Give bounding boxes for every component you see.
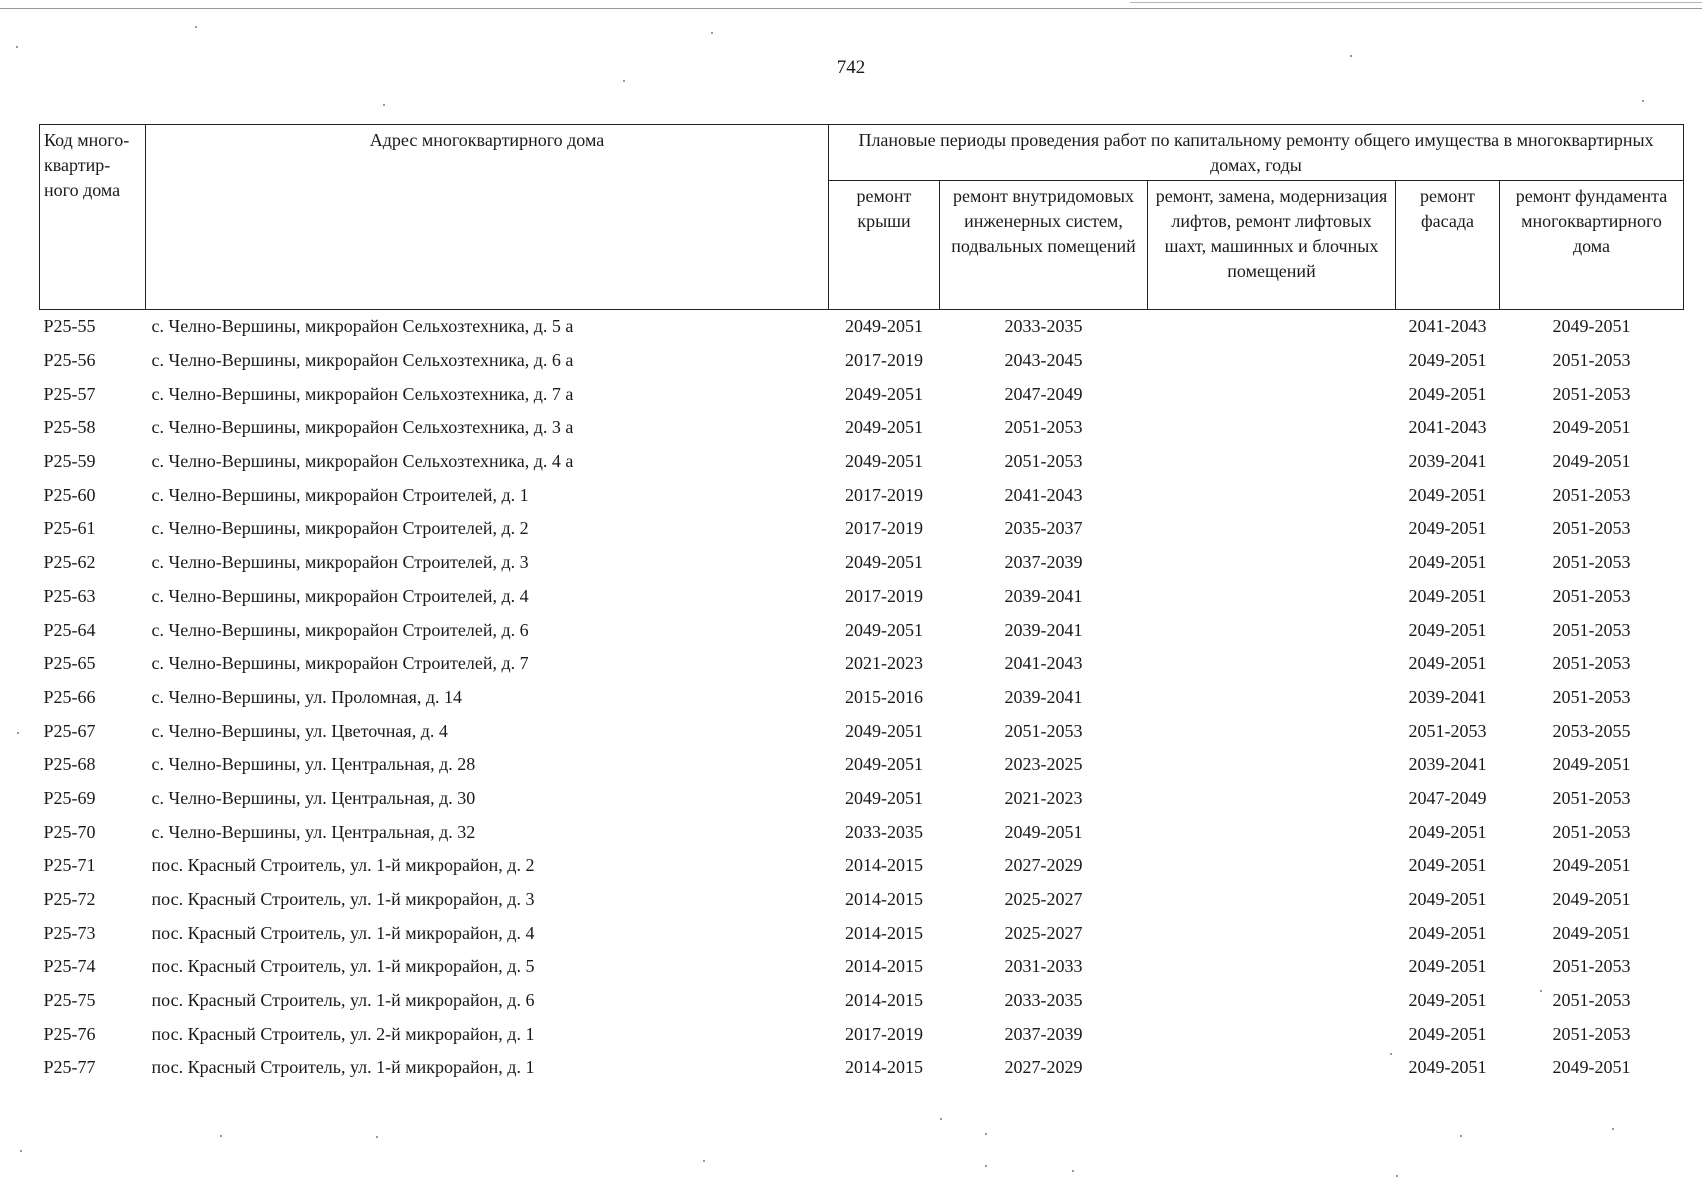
house-code-cell: P25-77 <box>43 1057 96 1078</box>
scan-speck <box>1612 1128 1614 1130</box>
engineering-period-cell: 2049-2051 <box>1004 821 1083 842</box>
table-row <box>40 512 1684 546</box>
table-row <box>40 883 1684 917</box>
scan-speck <box>17 732 19 734</box>
roof-period-cell: 2049-2051 <box>845 316 923 337</box>
facade-period-cell: 2041-2043 <box>1408 417 1487 438</box>
elevator-period-cell <box>1148 815 1396 849</box>
table-row <box>40 310 1684 344</box>
foundation-period-cell: 2051-2053 <box>1552 552 1631 573</box>
address-cell: с. Челно-Вершины, микрорайон Сельхозтехника, д. 6 а <box>151 350 574 371</box>
foundation-period-cell: 2051-2053 <box>1552 956 1631 977</box>
scan-speck <box>1460 1135 1462 1137</box>
facade-period-cell: 2051-2053 <box>1408 720 1487 741</box>
scan-speck <box>985 1165 987 1167</box>
capital-repair-schedule-table <box>39 124 1684 1085</box>
roof-period-cell: 2017-2019 <box>845 1023 923 1044</box>
address-cell: с. Челно-Вершины, ул. Центральная, д. 32 <box>151 821 476 842</box>
header-foundation-repair: ремонт фундамента многоквартирного дома <box>1500 181 1684 310</box>
address-cell: пос. Красный Строитель, ул. 1-й микрорайон, д. 5 <box>151 956 535 977</box>
table-row <box>40 714 1684 748</box>
house-code-cell: P25-57 <box>43 383 96 404</box>
roof-period-cell: 2049-2051 <box>845 451 923 472</box>
table-row <box>40 546 1684 580</box>
scan-speck <box>1540 990 1542 992</box>
scan-speck <box>1396 1175 1398 1177</box>
scan-speck <box>383 104 385 106</box>
engineering-period-cell: 2025-2027 <box>1004 889 1083 910</box>
foundation-period-cell: 2051-2053 <box>1552 990 1631 1011</box>
table-row <box>40 344 1684 378</box>
roof-period-cell: 2049-2051 <box>845 754 923 775</box>
header-house-code: Код много-квартир-ного дома <box>40 125 146 310</box>
house-code-cell: P25-64 <box>43 619 96 640</box>
table-body <box>40 310 1684 1085</box>
facade-period-cell: 2049-2051 <box>1408 956 1487 977</box>
table-row <box>40 950 1684 984</box>
house-code-cell: P25-60 <box>43 484 96 505</box>
elevator-period-cell <box>1148 445 1396 479</box>
roof-period-cell: 2049-2051 <box>845 417 923 438</box>
scan-speck <box>1072 1170 1074 1172</box>
elevator-period-cell <box>1148 647 1396 681</box>
foundation-period-cell: 2049-2051 <box>1552 855 1631 876</box>
address-cell: с. Челно-Вершины, ул. Цветочная, д. 4 <box>151 720 448 741</box>
facade-period-cell: 2049-2051 <box>1408 889 1487 910</box>
roof-period-cell: 2049-2051 <box>845 552 923 573</box>
facade-period-cell: 2049-2051 <box>1408 552 1487 573</box>
facade-period-cell: 2039-2041 <box>1408 754 1487 775</box>
house-code-cell: P25-63 <box>43 585 96 606</box>
foundation-period-cell: 2051-2053 <box>1552 350 1631 371</box>
roof-period-cell: 2014-2015 <box>845 922 923 943</box>
roof-period-cell: 2014-2015 <box>845 1057 923 1078</box>
elevator-period-cell <box>1148 681 1396 715</box>
facade-period-cell: 2049-2051 <box>1408 653 1487 674</box>
scan-speck <box>1390 1053 1392 1055</box>
roof-period-cell: 2049-2051 <box>845 720 923 741</box>
foundation-period-cell: 2051-2053 <box>1552 821 1631 842</box>
engineering-period-cell: 2047-2049 <box>1004 383 1083 404</box>
facade-period-cell: 2049-2051 <box>1408 518 1487 539</box>
elevator-period-cell <box>1148 1017 1396 1051</box>
house-code-cell: P25-69 <box>43 787 96 808</box>
elevator-period-cell <box>1148 478 1396 512</box>
address-cell: пос. Красный Строитель, ул. 1-й микрорайон, д. 3 <box>151 889 535 910</box>
address-cell: с. Челно-Вершины, микрорайон Строителей, д. 3 <box>151 552 529 573</box>
engineering-period-cell: 2021-2023 <box>1004 787 1083 808</box>
address-cell: пос. Красный Строитель, ул. 1-й микрорайон, д. 2 <box>151 855 535 876</box>
house-code-cell: P25-74 <box>43 956 96 977</box>
table-row <box>40 815 1684 849</box>
facade-period-cell: 2049-2051 <box>1408 1057 1487 1078</box>
engineering-period-cell: 2051-2053 <box>1004 451 1083 472</box>
roof-period-cell: 2015-2016 <box>845 686 923 707</box>
header-address: Адрес многоквартирного дома <box>146 125 829 310</box>
roof-period-cell: 2049-2051 <box>845 619 923 640</box>
elevator-period-cell <box>1148 883 1396 917</box>
elevator-period-cell <box>1148 782 1396 816</box>
foundation-period-cell: 2051-2053 <box>1552 1023 1631 1044</box>
roof-period-cell: 2017-2019 <box>845 484 923 505</box>
elevator-period-cell <box>1148 377 1396 411</box>
roof-period-cell: 2021-2023 <box>845 653 923 674</box>
table-row <box>40 411 1684 445</box>
engineering-period-cell: 2025-2027 <box>1004 922 1083 943</box>
house-code-cell: P25-59 <box>43 451 96 472</box>
table-row <box>40 916 1684 950</box>
table-row <box>40 478 1684 512</box>
house-code-cell: P25-66 <box>43 686 96 707</box>
engineering-period-cell: 2037-2039 <box>1004 552 1083 573</box>
elevator-period-cell <box>1148 613 1396 647</box>
elevator-period-cell <box>1148 950 1396 984</box>
table-row <box>40 984 1684 1018</box>
scan-edge-line <box>1130 2 1702 3</box>
engineering-period-cell: 2051-2053 <box>1004 417 1083 438</box>
elevator-period-cell <box>1148 546 1396 580</box>
house-code-cell: P25-68 <box>43 754 96 775</box>
elevator-period-cell <box>1148 916 1396 950</box>
roof-period-cell: 2049-2051 <box>845 383 923 404</box>
facade-period-cell: 2049-2051 <box>1408 990 1487 1011</box>
address-cell: пос. Красный Строитель, ул. 1-й микрорайон, д. 1 <box>151 1057 535 1078</box>
address-cell: пос. Красный Строитель, ул. 2-й микрорайон, д. 1 <box>151 1023 535 1044</box>
roof-period-cell: 2033-2035 <box>845 821 923 842</box>
scan-speck <box>20 1150 22 1152</box>
engineering-period-cell: 2035-2037 <box>1004 518 1083 539</box>
house-code-cell: P25-75 <box>43 990 96 1011</box>
engineering-period-cell: 2031-2033 <box>1004 956 1083 977</box>
scan-speck <box>220 1135 222 1137</box>
facade-period-cell: 2039-2041 <box>1408 451 1487 472</box>
address-cell: с. Челно-Вершины, микрорайон Сельхозтехника, д. 7 а <box>151 383 574 404</box>
address-cell: с. Челно-Вершины, микрорайон Строителей, д. 1 <box>151 484 529 505</box>
foundation-period-cell: 2049-2051 <box>1552 922 1631 943</box>
scan-speck <box>940 1118 942 1120</box>
house-code-cell: P25-76 <box>43 1023 96 1044</box>
facade-period-cell: 2047-2049 <box>1408 787 1487 808</box>
scan-speck <box>376 1136 378 1138</box>
scan-speck <box>703 1160 705 1162</box>
scan-speck <box>1642 100 1644 102</box>
elevator-period-cell <box>1148 512 1396 546</box>
engineering-period-cell: 2027-2029 <box>1004 1057 1083 1078</box>
house-code-cell: P25-70 <box>43 821 96 842</box>
engineering-period-cell: 2043-2045 <box>1004 350 1083 371</box>
table-row <box>40 647 1684 681</box>
engineering-period-cell: 2023-2025 <box>1004 754 1083 775</box>
scan-speck <box>711 32 713 34</box>
table-row <box>40 1017 1684 1051</box>
elevator-period-cell <box>1148 344 1396 378</box>
table-row <box>40 782 1684 816</box>
engineering-period-cell: 2039-2041 <box>1004 585 1083 606</box>
address-cell: с. Челно-Вершины, микрорайон Строителей, д. 4 <box>151 585 529 606</box>
foundation-period-cell: 2051-2053 <box>1552 383 1631 404</box>
table-row <box>40 849 1684 883</box>
facade-period-cell: 2049-2051 <box>1408 1023 1487 1044</box>
house-code-cell: P25-67 <box>43 720 96 741</box>
scan-speck <box>985 1133 987 1135</box>
address-cell: с. Челно-Вершины, микрорайон Строителей, д. 2 <box>151 518 529 539</box>
table-row <box>40 681 1684 715</box>
foundation-period-cell: 2051-2053 <box>1552 653 1631 674</box>
foundation-period-cell: 2053-2055 <box>1552 720 1631 741</box>
engineering-period-cell: 2037-2039 <box>1004 1023 1083 1044</box>
elevator-period-cell <box>1148 310 1396 344</box>
facade-period-cell: 2049-2051 <box>1408 619 1487 640</box>
address-cell: с. Челно-Вершины, микрорайон Строителей, д. 6 <box>151 619 529 640</box>
facade-period-cell: 2049-2051 <box>1408 383 1487 404</box>
house-code-cell: P25-71 <box>43 855 96 876</box>
engineering-period-cell: 2039-2041 <box>1004 686 1083 707</box>
foundation-period-cell: 2051-2053 <box>1552 484 1631 505</box>
facade-period-cell: 2041-2043 <box>1408 316 1487 337</box>
house-code-cell: P25-65 <box>43 653 96 674</box>
roof-period-cell: 2049-2051 <box>845 787 923 808</box>
address-cell: с. Челно-Вершины, ул. Проломная, д. 14 <box>151 686 463 707</box>
header-roof-repair: ремонт крыши <box>829 181 940 310</box>
engineering-period-cell: 2041-2043 <box>1004 484 1083 505</box>
house-code-cell: P25-62 <box>43 552 96 573</box>
engineering-period-cell: 2041-2043 <box>1004 653 1083 674</box>
header-facade-repair: ремонт фасада <box>1396 181 1500 310</box>
roof-period-cell: 2014-2015 <box>845 956 923 977</box>
table-row <box>40 1051 1684 1085</box>
table-row <box>40 613 1684 647</box>
roof-period-cell: 2017-2019 <box>845 585 923 606</box>
roof-period-cell: 2014-2015 <box>845 990 923 1011</box>
elevator-period-cell <box>1148 984 1396 1018</box>
engineering-period-cell: 2033-2035 <box>1004 316 1083 337</box>
table-row <box>40 445 1684 479</box>
header-planned-periods: Плановые периоды проведения работ по капитальному ремонту общего имущества в многоквартирных домах, годы <box>829 125 1684 181</box>
address-cell: с. Челно-Вершины, микрорайон Строителей, д. 7 <box>151 653 529 674</box>
scan-speck <box>195 26 197 28</box>
elevator-period-cell <box>1148 580 1396 614</box>
house-code-cell: P25-55 <box>43 316 96 337</box>
engineering-period-cell: 2027-2029 <box>1004 855 1083 876</box>
facade-period-cell: 2049-2051 <box>1408 585 1487 606</box>
house-code-cell: P25-56 <box>43 350 96 371</box>
facade-period-cell: 2049-2051 <box>1408 855 1487 876</box>
foundation-period-cell: 2049-2051 <box>1552 754 1631 775</box>
address-cell: пос. Красный Строитель, ул. 1-й микрорайон, д. 6 <box>151 990 535 1011</box>
address-cell: пос. Красный Строитель, ул. 1-й микрорайон, д. 4 <box>151 922 535 943</box>
header-elevator-repair: ремонт, замена, модернизация лифтов, ремонт лифтовых шахт, машинных и блочных помещений <box>1148 181 1396 310</box>
roof-period-cell: 2014-2015 <box>845 855 923 876</box>
foundation-period-cell: 2051-2053 <box>1552 518 1631 539</box>
scan-edge-line <box>0 8 1702 9</box>
foundation-period-cell: 2049-2051 <box>1552 889 1631 910</box>
roof-period-cell: 2017-2019 <box>845 350 923 371</box>
facade-period-cell: 2049-2051 <box>1408 821 1487 842</box>
elevator-period-cell <box>1148 1051 1396 1085</box>
foundation-period-cell: 2051-2053 <box>1552 619 1631 640</box>
foundation-period-cell: 2051-2053 <box>1552 585 1631 606</box>
address-cell: с. Челно-Вершины, микрорайон Сельхозтехника, д. 5 а <box>151 316 574 337</box>
address-cell: с. Челно-Вершины, микрорайон Сельхозтехника, д. 3 а <box>151 417 574 438</box>
elevator-period-cell <box>1148 849 1396 883</box>
engineering-period-cell: 2033-2035 <box>1004 990 1083 1011</box>
address-cell: с. Челно-Вершины, микрорайон Сельхозтехника, д. 4 а <box>151 451 574 472</box>
elevator-period-cell <box>1148 411 1396 445</box>
house-code-cell: P25-72 <box>43 889 96 910</box>
house-code-cell: P25-58 <box>43 417 96 438</box>
foundation-period-cell: 2051-2053 <box>1552 787 1631 808</box>
house-code-cell: P25-73 <box>43 922 96 943</box>
engineering-period-cell: 2039-2041 <box>1004 619 1083 640</box>
facade-period-cell: 2049-2051 <box>1408 484 1487 505</box>
foundation-period-cell: 2049-2051 <box>1552 316 1631 337</box>
foundation-period-cell: 2051-2053 <box>1552 686 1631 707</box>
house-code-cell: P25-61 <box>43 518 96 539</box>
page-number: 742 <box>836 57 866 78</box>
table-row <box>40 580 1684 614</box>
table-row <box>40 377 1684 411</box>
facade-period-cell: 2049-2051 <box>1408 922 1487 943</box>
table-row <box>40 748 1684 782</box>
engineering-period-cell: 2051-2053 <box>1004 720 1083 741</box>
facade-period-cell: 2039-2041 <box>1408 686 1487 707</box>
elevator-period-cell <box>1148 714 1396 748</box>
foundation-period-cell: 2049-2051 <box>1552 1057 1631 1078</box>
header-engineering-repair: ремонт внутридомовых инженерных систем, подвальных помещений <box>940 181 1148 310</box>
scan-speck <box>16 46 18 48</box>
scan-speck <box>623 80 625 82</box>
foundation-period-cell: 2049-2051 <box>1552 417 1631 438</box>
facade-period-cell: 2049-2051 <box>1408 350 1487 371</box>
address-cell: с. Челно-Вершины, ул. Центральная, д. 28 <box>151 754 476 775</box>
foundation-period-cell: 2049-2051 <box>1552 451 1631 472</box>
roof-period-cell: 2017-2019 <box>845 518 923 539</box>
scan-speck <box>1350 55 1352 57</box>
address-cell: с. Челно-Вершины, ул. Центральная, д. 30 <box>151 787 476 808</box>
roof-period-cell: 2014-2015 <box>845 889 923 910</box>
elevator-period-cell <box>1148 748 1396 782</box>
